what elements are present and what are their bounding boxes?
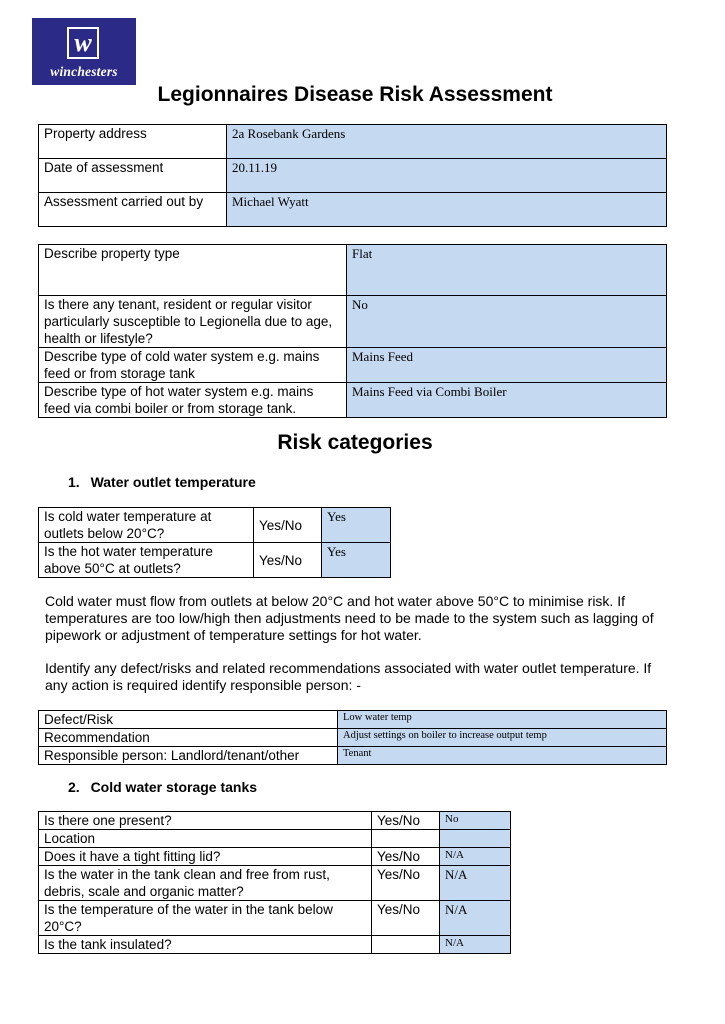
answer-cell[interactable]: Yes [322,543,391,578]
action-label: Defect/Risk [39,711,338,729]
section2-table [38,811,511,954]
option-cell: Yes/No [372,901,440,936]
question-cell: Is the tank insulated? [39,936,372,954]
property-label: Describe type of cold water system e.g. mains feed or from storage tank [39,348,347,383]
option-cell [372,830,440,848]
winchesters-logo [32,18,136,85]
option-cell [372,936,440,954]
details-label: Assessment carried out by [39,193,227,227]
action-label: Responsible person: Landlord/tenant/other [39,747,338,765]
details-value[interactable]: 20.11.19 [227,159,667,193]
details-table [38,124,667,227]
property-value[interactable]: Mains Feed [347,348,667,383]
answer-cell[interactable] [440,830,511,848]
property-label: Is there any tenant, resident or regular visitor particularly susceptible to Legionella due to age, health or lifestyle? [39,296,347,348]
section1-actions-table [38,710,667,765]
details-value[interactable]: 2a Rosebank Gardens [227,125,667,159]
option-cell: Yes/No [372,848,440,866]
answer-cell[interactable]: N/A [440,936,511,954]
question-cell: Is the hot water temperature above 50°C at outlets? [39,543,254,578]
details-label: Date of assessment [39,159,227,193]
details-value[interactable]: Michael Wyatt [227,193,667,227]
question-cell: Location [39,830,372,848]
property-label: Describe property type [39,245,347,296]
question-cell: Is cold water temperature at outlets below 20°C? [39,508,254,543]
page-title: Legionnaires Disease Risk Assessment [157,83,553,106]
section2-heading: 2. Cold water storage tanks [68,779,258,795]
logo-text: winchesters [50,64,118,79]
section1-paragraph-2: Identify any defect/risks and related recommendations associated with water outlet temperature. If any action is required identify responsible person: - [45,660,652,693]
property-value[interactable]: Flat [347,245,667,296]
section1-paragraph-1: Cold water must flow from outlets at below 20°C and hot water above 50°C to minimise risk. If temperatures are too low/high then adjustments need to be made to the system such as lagging of pipework or adjustment of temperature settings for hot water. [45,593,654,643]
question-cell: Is the temperature of the water in the tank below 20°C? [39,901,372,936]
question-cell: Does it have a tight fitting lid? [39,848,372,866]
property-table [38,244,667,418]
question-cell: Is there one present? [39,812,372,830]
risk-categories-title: Risk categories [277,431,433,454]
action-value[interactable]: Low water temp [338,711,667,729]
option-cell: Yes/No [372,866,440,901]
action-label: Recommendation [39,729,338,747]
property-value[interactable]: Mains Feed via Combi Boiler [347,383,667,418]
question-cell: Is the water in the tank clean and free from rust, debris, scale and organic matter? [39,866,372,901]
option-cell: Yes/No [254,543,322,578]
section1-table [38,507,391,578]
option-cell: Yes/No [372,812,440,830]
answer-cell[interactable]: N/A [440,866,511,901]
property-value[interactable]: No [347,296,667,348]
answer-cell[interactable]: N/A [440,848,511,866]
section1-heading: 1. Water outlet temperature [68,474,256,490]
logo-mark: w [67,27,99,59]
option-cell: Yes/No [254,508,322,543]
action-value[interactable]: Tenant [338,747,667,765]
property-label: Describe type of hot water system e.g. mains feed via combi boiler or from storage tank. [39,383,347,418]
action-value[interactable]: Adjust settings on boiler to increase output temp [338,729,667,747]
answer-cell[interactable]: Yes [322,508,391,543]
details-label: Property address [39,125,227,159]
answer-cell[interactable]: N/A [440,901,511,936]
answer-cell[interactable]: No [440,812,511,830]
